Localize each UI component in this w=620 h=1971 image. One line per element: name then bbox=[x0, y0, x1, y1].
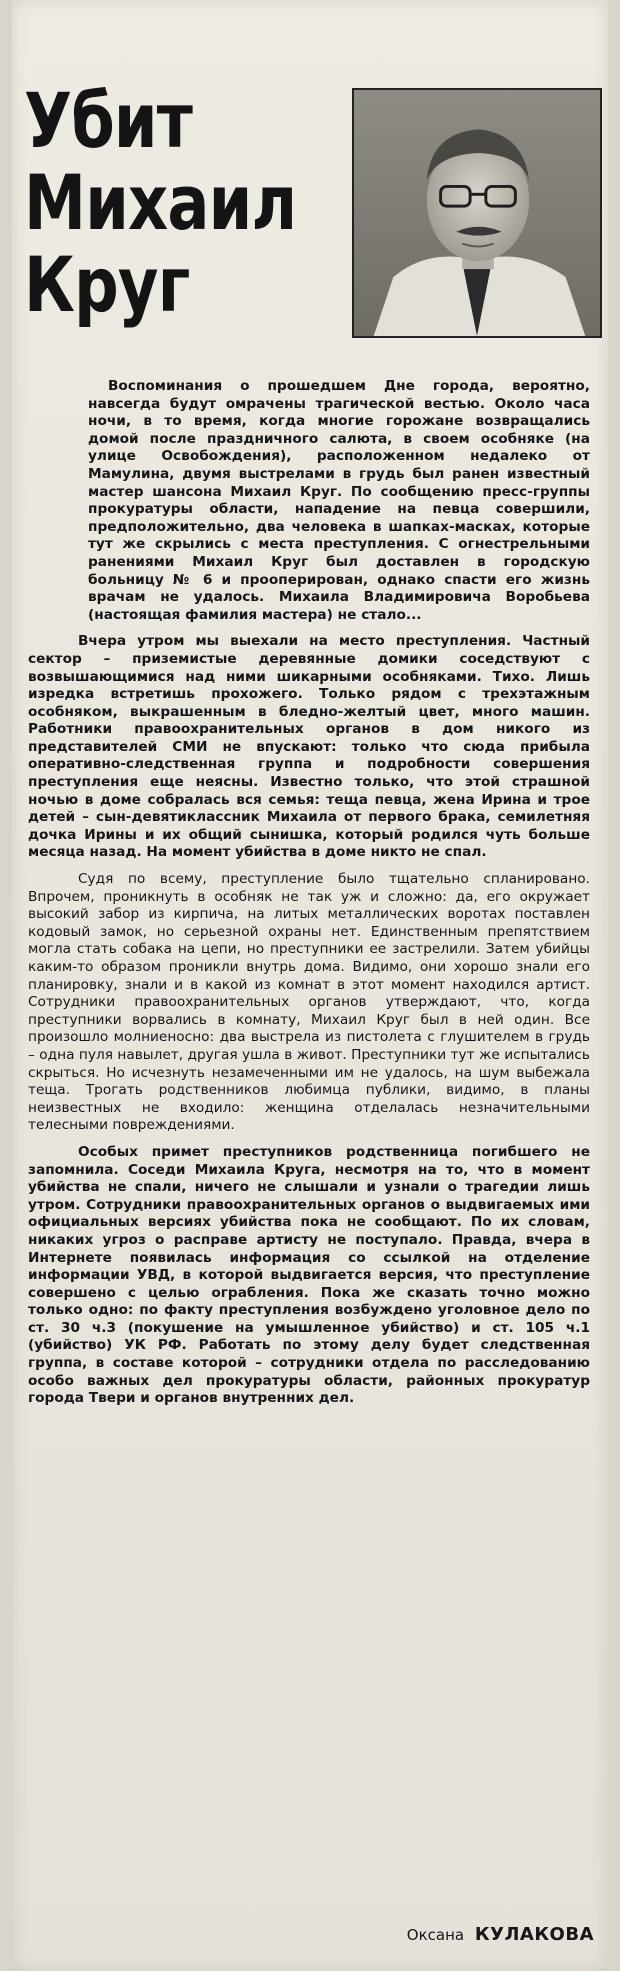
byline bbox=[407, 1924, 594, 1945]
portrait-photo bbox=[352, 88, 602, 338]
author-first-name: Оксана bbox=[406, 1926, 465, 1944]
article-paragraph-2: Вчера утром мы выехали на место преступления. Частный сектор – приземистые деревянные домики соседствуют с возвышающимися над ними шикарными особняками. Тихо. Лишь изредка встретишь прохожего. Только рядом с трехэтажным особняком, выкрашенным в бледно-желтый цвет, много машин. Работники правоохранительных органов в дом никого из представителей СМИ не впускают: только что сюда прибыла оперативно-следственная группа и подробности совершения преступления еще неясны. Известно только, что этой страшной ночью в доме собралась вся семья: теща певца, жена Ирина и трое детей – сын-девятиклассник Михаила от первого брака, семилетняя дочка Ирины и их общий сынишка, который родился чуть больше месяца назад. На момент убийства в доме никто не спал. bbox=[28, 633, 590, 861]
article-body bbox=[28, 378, 590, 1417]
article-paragraph-4: Особых примет преступников родственница погибшего не запомнила. Соседи Михаила Круга, несмотря на то, что в момент убийства не спали, ничего не слышали и узнали о трагедии лишь утром. Сотрудники правоохранительных органов о выдвигаемых ими официальных версиях убийства пока не сообщают. По их словам, никаких угроз о расправе артисту не поступало. Правда, вчера в Интернете появилась информация со ссылкой на отделение информации УВД, в которой выдвигается версия, что преступление совершено с целью ограбления. Пока же сказать точно можно только одно: по факту преступления возбуждено уголовное дело по ст. 30 ч.3 (покушение на умышленное убийство) и ст. 105 ч.1 (убийство) УК РФ. Работать по этому делу будет следственная группа, в составе которой – сотрудники отдела по расследованию особо важных дел прокуратуры области, районных прокуратур города Твери и органов внутренних дел. bbox=[28, 1143, 590, 1407]
portrait-photo-icon bbox=[354, 90, 600, 336]
headline-line-1: Убит bbox=[24, 76, 193, 165]
author-last-name: КУЛАКОВА bbox=[474, 1924, 594, 1945]
headline-line-2: Михаил bbox=[24, 158, 297, 247]
headline-line-3: Круг bbox=[24, 240, 190, 329]
headline bbox=[24, 76, 297, 329]
article-paragraph-3: Судя по всему, преступление было тщательно спланировано. Впрочем, проникнуть в особняк не так уж и сложно: да, его окружает высокий забор из кирпича, на литых металлических воротах поставлен кодовый замок, но серьезной охраны нет. Единственным препятствием могла стать собака на цепи, но преступники ее застрелили. Затем убийцы каким-то образом проникли внутрь дома. Видимо, они хорошо знали его планировку, знали и в какой из комнат в этот момент находился артист. Сотрудники правоохранительных органов утверждают, что, когда преступники ворвались в комнату, Михаил Круг был в ней один. Все произошло молниеносно: два выстрела из пистолета с глушителем в грудь – одна пуля навылет, другая ушла в живот. Преступники тут же испытались скрыться. Но исчезнуть незамеченными им не удалось, на шум выбежала теща. Трогать родственников любимца публики, видимо, в планы неизвестных не входило: женщина отделалась незначительными телесными повреждениями. bbox=[28, 871, 590, 1134]
article-paragraph-1: Воспоминания о прошедшем Дне города, вероятно, навсегда будут омрачены трагической вестью. Около часа ночи, в то время, когда многие горожане возвращались домой после праздничного салюта, в своем особняке (на улице Освобождения), расположенном недалеко от Мамулина, двумя выстрелами в грудь был ранен известный мастер шансона Михаил Круг. По сообщению пресс-группы прокуратуры области, нападение на певца совершили, предположительно, два человека в шапках-масках, которые тут же скрылись с места преступления. С огнестрельными ранениями Михаил Круг был доставлен в городскую больницу № 6 и прооперирован, однако спасти его жизнь врачам не удалось. Михаила Владимировича Воробьева (настоящая фамилия мастера) не стало... bbox=[88, 378, 590, 623]
newspaper-clipping bbox=[12, 0, 608, 1971]
